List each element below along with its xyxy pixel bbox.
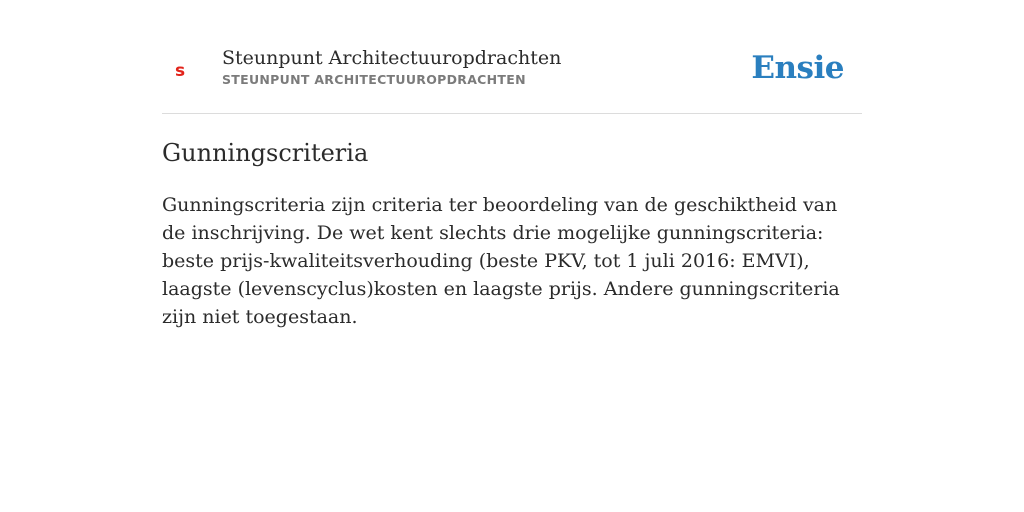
source-title[interactable]: Steunpunt Architectuuropdrachten [222,47,562,69]
definition-card [162,40,862,331]
brand-logo[interactable]: Ensie [751,50,844,86]
source-subtitle: STEUNPUNT ARCHITECTUUROPDRACHTEN [222,72,526,87]
source-block [222,46,561,87]
definition-text: Gunningscriteria zijn criteria ter beoordeling van de geschiktheid van de inschrijving. De wet kent slechts drie mogelijke gunningscriteria: beste prijs-kwaliteitsverhouding (beste PKV, tot 1 juli 2016: EMVI), laagste (levenscyclus)kosten en laagste prijs. Andere gunningscriteria zijn niet toegestaan. [162,194,840,328]
source-logo[interactable]: s [175,61,186,81]
card-header [162,40,862,114]
page-title: Gunningscriteria [162,139,369,167]
